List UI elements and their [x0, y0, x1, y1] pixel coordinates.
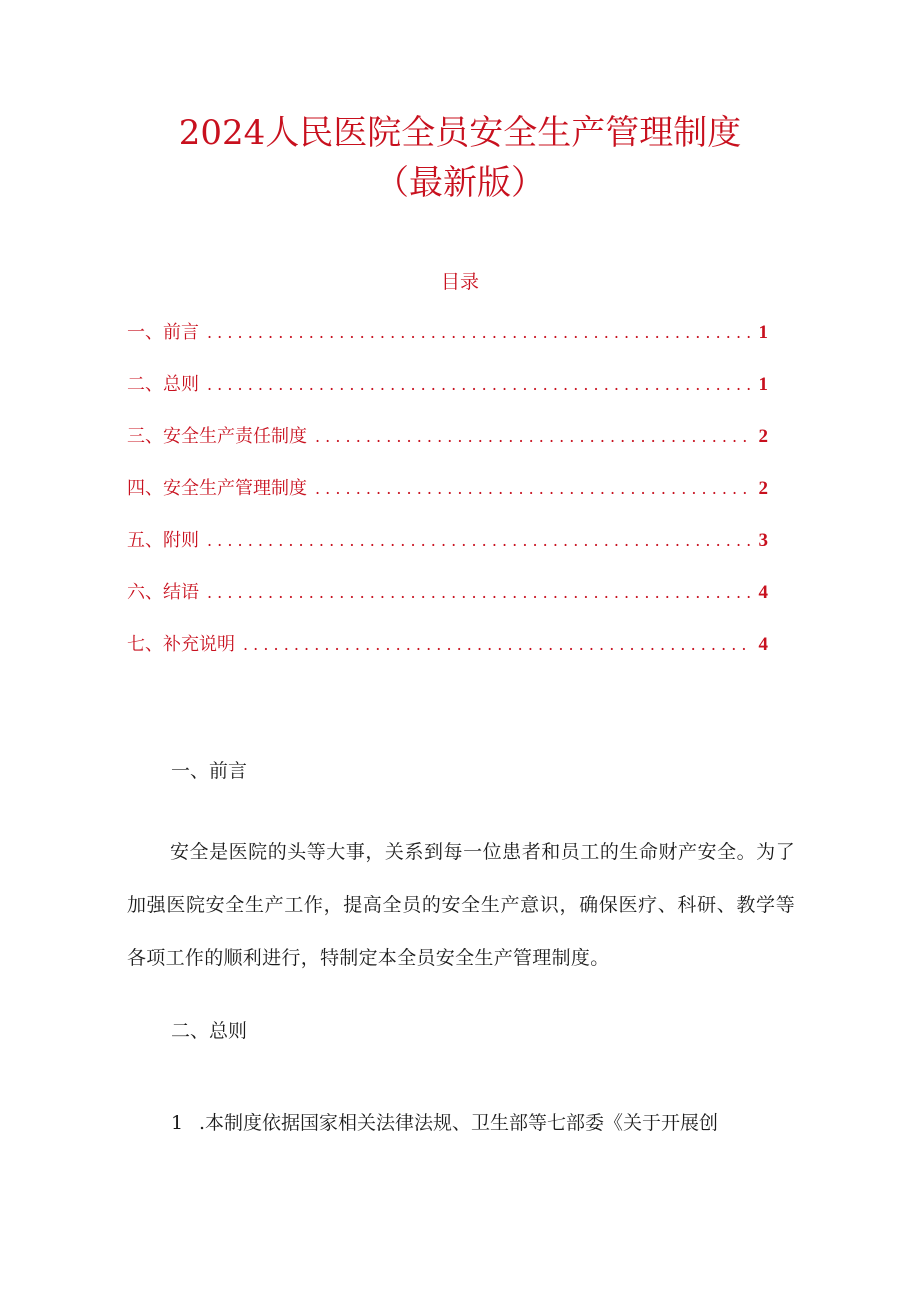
- toc-item-label: 七、补充说明: [127, 634, 235, 655]
- toc-item-label: 五、附则: [127, 530, 199, 551]
- general-item-1: [171, 1108, 718, 1138]
- toc-item-conclusion[interactable]: [127, 578, 768, 630]
- section-heading-preface: 一、前言: [171, 760, 248, 782]
- toc-item-responsibility[interactable]: [127, 422, 768, 474]
- document-title-line1: 2024人民医院全员安全生产管理制度: [178, 113, 742, 153]
- toc-item-supplementary-provisions[interactable]: [127, 526, 768, 578]
- toc-leader-dots: [243, 630, 753, 660]
- toc-item-general[interactable]: [127, 370, 768, 422]
- toc-item-label: 三、安全生产责任制度: [127, 426, 307, 447]
- toc-leader-dots: [207, 578, 753, 608]
- toc-item-management[interactable]: [127, 474, 768, 526]
- toc-item-label: 一、前言: [127, 322, 199, 343]
- toc-item-preface[interactable]: [127, 318, 768, 370]
- section-heading-general: 二、总则: [171, 1020, 248, 1042]
- toc-item-page: 4: [758, 582, 768, 603]
- list-item-text: .本制度依据国家相关法律法规、卫生部等七部委《关于开展创: [199, 1112, 719, 1134]
- toc-leader-dots: [315, 422, 753, 452]
- preface-paragraph: 安全是医院的头等大事，关系到每一位患者和员工的生命财产安全。为了加强医院安全生产工作，提高全员的安全生产意识，确保医疗、科研、教学等各项工作的顺利进行，特制定本全员安全生产管理制度。: [127, 841, 795, 969]
- toc-leader-dots: [207, 526, 753, 556]
- toc-item-additional-notes[interactable]: [127, 630, 768, 682]
- toc-item-label: 四、安全生产管理制度: [127, 478, 307, 499]
- table-of-contents: [127, 318, 768, 682]
- toc-heading: 目录: [440, 271, 479, 293]
- toc-leader-dots: [207, 318, 753, 348]
- toc-item-page: 3: [758, 530, 768, 551]
- list-item-number: 1: [171, 1112, 184, 1134]
- toc-item-label: 二、总则: [127, 374, 199, 395]
- toc-item-page: 2: [758, 426, 768, 447]
- toc-item-label: 六、结语: [127, 582, 199, 603]
- toc-item-page: 1: [758, 322, 768, 343]
- toc-leader-dots: [207, 370, 753, 400]
- toc-item-page: 2: [758, 478, 768, 499]
- toc-item-page: 4: [758, 634, 768, 655]
- document-title-line2: （最新版）: [375, 163, 545, 203]
- toc-item-page: 1: [758, 374, 768, 395]
- toc-leader-dots: [315, 474, 753, 504]
